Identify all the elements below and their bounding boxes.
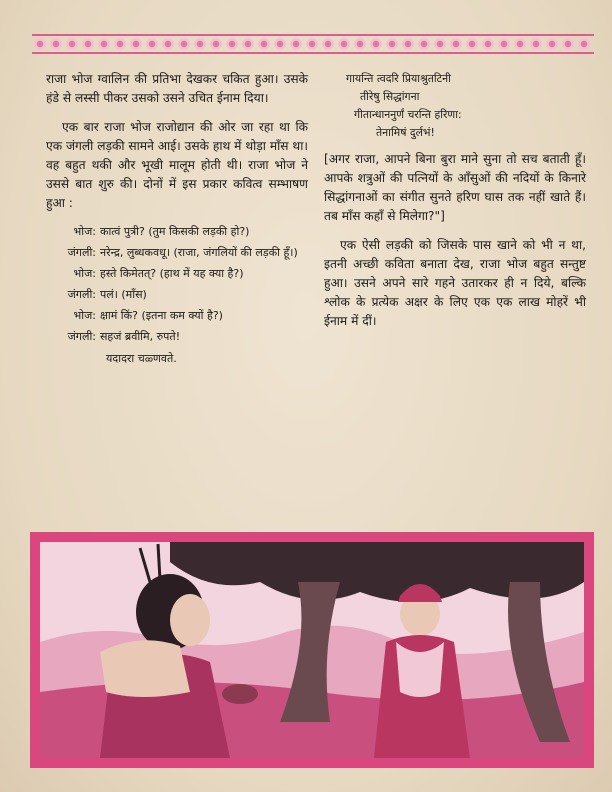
speaker-label: भोज: bbox=[73, 225, 96, 238]
illustration-art bbox=[40, 542, 584, 758]
feather bbox=[158, 544, 160, 580]
dialogue-text: कात्वं पुत्री? (तुम किसकी लड़की हो?) bbox=[100, 225, 250, 238]
paragraph-2: एक बार राजा भोज राजोद्यान की ओर जा रहा था कि एक जंगली लड़की सामने आई। उसके हाथ में थोड़ा माँस था। वह बहुत थकी और भूखी मालूम होती थी। राजा भोज ने उससे बात शुरु की। दोनों में इस प्रकार कवित्व सम्भाषण हुआ : bbox=[46, 120, 308, 210]
speaker-label: भोज: bbox=[73, 267, 96, 280]
girl-face bbox=[170, 594, 210, 646]
conclusion-paragraph: एक ऐसी लड़की को जिसके पास खाने को भी न था, इतनी अच्छी कविता बनाता देख, राजा भोज बहुत सन्तुष्ट हुआ। उसने अपने सारे गहने उतारकर ही न दिये, बल्कि श्लोक के प्रत्येक अक्षर के लिए एक एक लाख मोहरें भी ईनाम में दीं। bbox=[324, 238, 586, 328]
meat-in-hand bbox=[222, 684, 258, 704]
verse-line: तेनामिषं दुर्लभं! bbox=[376, 126, 435, 139]
paragraph-1: राजा भोज ग्वालिन की प्रतिभा देखकर चकित हुआ। उसके हंडे से लस्सी पीकर उसको उसने उचित ईनाम दिया। bbox=[46, 72, 308, 105]
dialogue-line bbox=[46, 223, 308, 240]
sanskrit-verse bbox=[346, 70, 586, 142]
dialogue-text: नरेन्द्र, लुब्धकवधू। (राजा, जंगलियों की लड़की हूँ।) bbox=[100, 246, 298, 259]
girl-shoulders bbox=[100, 640, 190, 697]
speaker-label: भोज: bbox=[73, 309, 96, 322]
verse-line: गीतान्धाननुर्णं चरन्ति हरिणा: bbox=[354, 108, 462, 121]
dialogue-line bbox=[46, 244, 308, 261]
closing-line: यदादरा चळ्णवते. bbox=[106, 352, 177, 365]
speaker-label: जंगली: bbox=[67, 288, 96, 301]
dialogue-line bbox=[46, 265, 308, 282]
verse-translation: [अगर राजा, आपने बिना बुरा माने सुना तो सच बताती हूँ। आपके शत्रुओं की पत्नियों के आँसुओं की नदियों के किनारे सिद्धांगनाओं का संगीत सुनते हरिण घास तक नहीं खाते हैं। तब माँस कहाँ से मिलेगा?"] bbox=[324, 152, 586, 223]
dialogue-text: हस्ते किमेतत्? (हाथ में यह क्या है?) bbox=[100, 267, 244, 280]
dialogue-line bbox=[46, 328, 308, 345]
verse-line: गायन्ति त्वदरि प्रियाश्रुतटिनी bbox=[346, 72, 451, 85]
dialogue-text: क्षामं किं? (इतना कम क्यों है?) bbox=[100, 309, 223, 322]
speaker-label: जंगली: bbox=[67, 246, 96, 259]
dialogue-text: पलं। (माँस) bbox=[100, 288, 147, 301]
left-column bbox=[46, 70, 308, 368]
dialogue-block bbox=[46, 223, 308, 345]
dialogue-line bbox=[46, 307, 308, 324]
right-column bbox=[324, 70, 586, 341]
verse-line: तीरेषु सिद्धांगना bbox=[360, 90, 420, 103]
speaker-label: जंगली: bbox=[67, 330, 96, 343]
dialogue-text: सहजं ब्रवीमि, रुपते! bbox=[100, 330, 181, 343]
illustration bbox=[30, 532, 594, 768]
decorative-border bbox=[32, 34, 594, 54]
dialogue-line bbox=[46, 286, 308, 303]
